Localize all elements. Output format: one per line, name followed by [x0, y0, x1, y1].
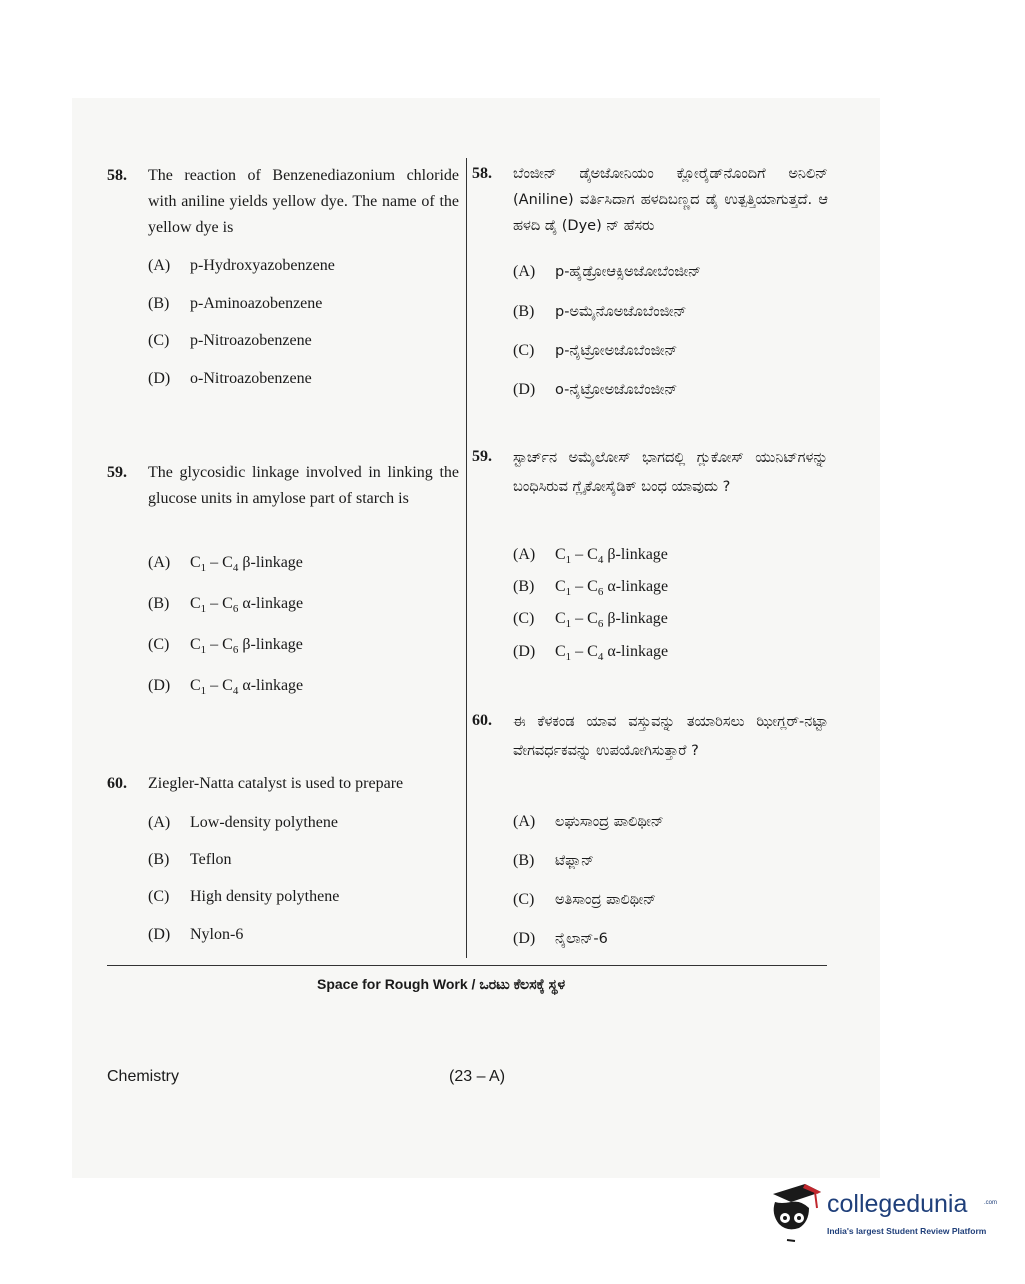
option-c: (C) p-ನೈಟ್ರೋಅಜೊಬೆಂಜೀನ್ — [513, 342, 678, 359]
option-c: (C) ಅತಿಸಾಂದ್ರ ಪಾಲಿಥೀನ್ — [513, 891, 657, 908]
question-number: 60. — [107, 775, 127, 792]
option-a: (A) Low-density polythene — [148, 814, 338, 831]
option-c: (C) $C_1 - C_6$ β-linkage — [513, 610, 668, 631]
subject-label: Chemistry — [107, 1068, 180, 1085]
question-number: 60. — [472, 712, 492, 729]
option-b: (B) Teflon — [148, 851, 232, 868]
option-a: (A) p-ಹೈಡ್ರೋಆಕ್ಸಿಅಜೋಬೆಂಜೀನ್ — [513, 263, 702, 280]
question-60-kannada — [472, 708, 828, 766]
option-a: (A) $C_1 - C_4$ β-linkage — [513, 546, 668, 567]
option-b: (B) p-Aminoazobenzene — [148, 295, 323, 312]
question-58-kannada — [472, 161, 828, 239]
mascot-icon — [765, 1180, 825, 1244]
option-b: (B) $C_1 - C_6$ α-linkage — [513, 578, 669, 599]
option-d: (D) o-Nitroazobenzene — [148, 370, 312, 387]
question-60 — [107, 771, 459, 797]
question-number: 59. — [107, 464, 127, 481]
option-c: (C) $C_1 - C_6$ β-linkage — [148, 636, 303, 657]
logo-suffix: .com — [984, 1200, 998, 1206]
question-text: ಬೆಂಜೀನ್ ಡೈಅಜೋನಿಯಂ ಕ್ಲೋರೈಡ್‌ನೊಂದಿಗೆ ಅನಿಲಿನ್ (Aniline) ವರ್ತಿಸಿದಾಗ ಹಳದಿಬಣ್ಣದ ಡೈ ಉತ್ಪತ್ತಿಯಾಗುತ್ತದೆ. ಆ ಹಳದಿ ಡೈ (Dye) ನ್ ಹೆಸರು — [513, 166, 828, 234]
question-number: 59. — [472, 448, 492, 465]
collegedunia-logo — [765, 1180, 998, 1250]
question-text: The glycosidic linkage involved in linking the glucose units in amylose part of starch is — [148, 464, 459, 507]
question-text: ಈ ಕೆಳಕಂಡ ಯಾವ ವಸ್ತುವನ್ನು ತಯಾರಿಸಲು ಝೀಗ್ಲರ್-ನಟ್ಟಾ ವೇಗವರ್ಧಕವನ್ನು ಉಪಯೋಗಿಸುತ್ತಾರೆ ? — [513, 714, 828, 759]
footer-rule — [107, 965, 827, 966]
option-d: (D) $C_1 - C_4$ α-linkage — [513, 643, 669, 664]
option-d: (D) $C_1 - C_4$ α-linkage — [148, 677, 304, 698]
option-b: (B) $C_1 - C_6$ α-linkage — [148, 595, 304, 616]
option-c: (C) High density polythene — [148, 888, 340, 905]
column-divider — [466, 158, 467, 958]
option-b: (B) p-ಅಮೈನೊಅಜೊಬೆಂಜೀನ್ — [513, 303, 687, 320]
question-text: The reaction of Benzenediazonium chloride with aniline yields yellow dye. The name of the yellow dye is — [148, 167, 459, 236]
question-text: Ziegler-Natta catalyst is used to prepare — [148, 775, 404, 792]
question-text: ಸ್ಟಾರ್ಚ್‌ನ ಅಮೈಲೋಸ್ ಭಾಗದಲ್ಲಿ ಗ್ಲುಕೋಸ್ ಯುನಿಟ್‌ಗಳನ್ನು ಬಂಧಿಸಿರುವ ಗ್ಲೈಕೋಸೈಡಿಕ್ ಬಂಧ ಯಾವುದು ? — [513, 450, 828, 495]
option-d: (D) o-ನೈಟ್ರೋಅಜೊಬೆಂಜೀನ್ — [513, 381, 678, 398]
option-a: (A) $C_1 - C_4$ β-linkage — [148, 554, 303, 575]
question-59-kannada — [472, 444, 828, 502]
question-58 — [107, 163, 459, 241]
option-b: (B) ಟೆಫ್ಲಾನ್ — [513, 852, 594, 869]
option-c: (C) p-Nitroazobenzene — [148, 332, 312, 349]
rough-work-label: Space for Rough Work / ಒರಟು ಕೆಲಸಕ್ಕೆ ಸ್ಥಳ — [317, 976, 566, 992]
option-a: (A) p-Hydroxyazobenzene — [148, 257, 335, 274]
page-number: (23 – A) — [449, 1068, 506, 1085]
logo-wordmark: collegedunia — [827, 1190, 968, 1218]
question-number: 58. — [472, 165, 492, 182]
question-59 — [107, 460, 459, 512]
logo-tagline: India's largest Student Review Platform — [827, 1226, 987, 1236]
question-number: 58. — [107, 167, 127, 184]
option-a: (A) ಲಘುಸಾಂದ್ರ ಪಾಲಿಥೀನ್ — [513, 813, 664, 830]
option-d: (D) Nylon-6 — [148, 926, 244, 943]
option-d: (D) ನೈಲಾನ್-6 — [513, 930, 608, 947]
